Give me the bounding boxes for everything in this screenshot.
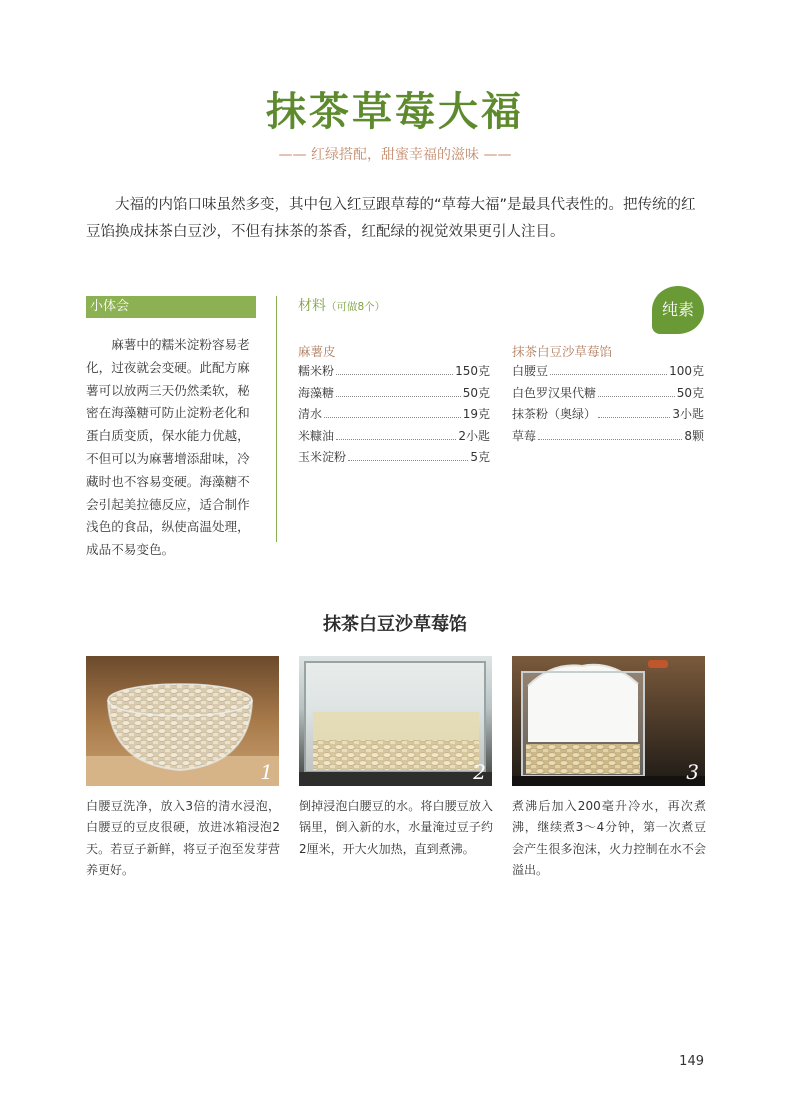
step-3-photo xyxy=(512,656,705,786)
step-number: 2 xyxy=(473,760,486,784)
step-2-text: 倒掉浸泡白腰豆的水。将白腰豆放入锅里，倒入新的水，水量淹过豆子约2厘米，开大火加热，直到煮沸。 xyxy=(299,799,493,856)
ingredient-group-title: 抹茶白豆沙草莓馅 xyxy=(512,344,613,359)
ingredient-group-title: 麻薯皮 xyxy=(298,344,336,359)
page-number: 149 xyxy=(679,1054,704,1069)
step-1-text: 白腰豆洗净，放入3倍的清水浸泡，白腰豆的豆皮很硬，放进冰箱浸泡2天。若豆子新鲜，将豆子泡至发芽营养更好。 xyxy=(86,799,280,877)
materials-label: 材料 xyxy=(298,298,326,314)
section-title: 抹茶白豆沙草莓馅 xyxy=(323,614,467,635)
ingredient-item: 玉米淀粉 5克 xyxy=(298,450,490,464)
ingredient-list-dough xyxy=(298,362,490,470)
tips-body: 麻薯中的糯米淀粉容易老化，过夜就会变硬。此配方麻薯可以放两三天仍然柔软，秘密在海藻糖可防止淀粉老化和蛋白质变质，保水能力优越，不但可以为麻薯增添甜味，冷藏时也不容易变硬。海藻糖不会引起美拉德反应，适合制作浅色的食品，纵使高温处理，成品不易变色。 xyxy=(86,337,250,558)
ingredient-item: 清水 19克 xyxy=(298,407,490,421)
divider-line xyxy=(276,296,277,542)
ingredient-list-filling xyxy=(512,362,704,448)
step-2-photo xyxy=(299,656,492,786)
ingredient-item: 白腰豆 100克 xyxy=(512,364,704,378)
ingredient-item: 抹茶粉（奥绿） 3小匙 xyxy=(512,407,704,421)
step-3-text: 煮沸后加入200毫升冷水，再次煮沸，继续煮3～4分钟，第一次煮豆会产生很多泡沫，火力控制在水不会溢出。 xyxy=(512,799,706,877)
intro-paragraph: 大福的内馅口味虽然多变，其中包入红豆跟草莓的“草莓大福”是最具代表性的。把传统的红豆馅换成抹茶白豆沙，不但有抹茶的茶香，红配绿的视觉效果更引人注目。 xyxy=(86,197,696,240)
materials-yield: （可做8个） xyxy=(326,301,386,313)
vegan-badge: 纯素 xyxy=(652,286,704,334)
tips-heading: 小体会 xyxy=(86,296,256,318)
page-subtitle: —— 红绿搭配，甜蜜幸福的滋味 —— xyxy=(278,147,512,163)
page-title: 抹茶草莓大福 xyxy=(266,88,524,135)
ingredient-item: 白色罗汉果代糖 50克 xyxy=(512,385,704,400)
ingredient-item: 海藻糖 50克 xyxy=(298,385,490,400)
step-number: 1 xyxy=(260,760,273,784)
ingredient-item: 草莓 8颗 xyxy=(512,428,704,443)
step-1-photo xyxy=(86,656,279,786)
ingredient-item: 糯米粉 150克 xyxy=(298,364,490,378)
step-number: 3 xyxy=(686,760,699,784)
materials-title xyxy=(298,295,385,315)
ingredient-item: 米糠油 2小匙 xyxy=(298,428,490,443)
